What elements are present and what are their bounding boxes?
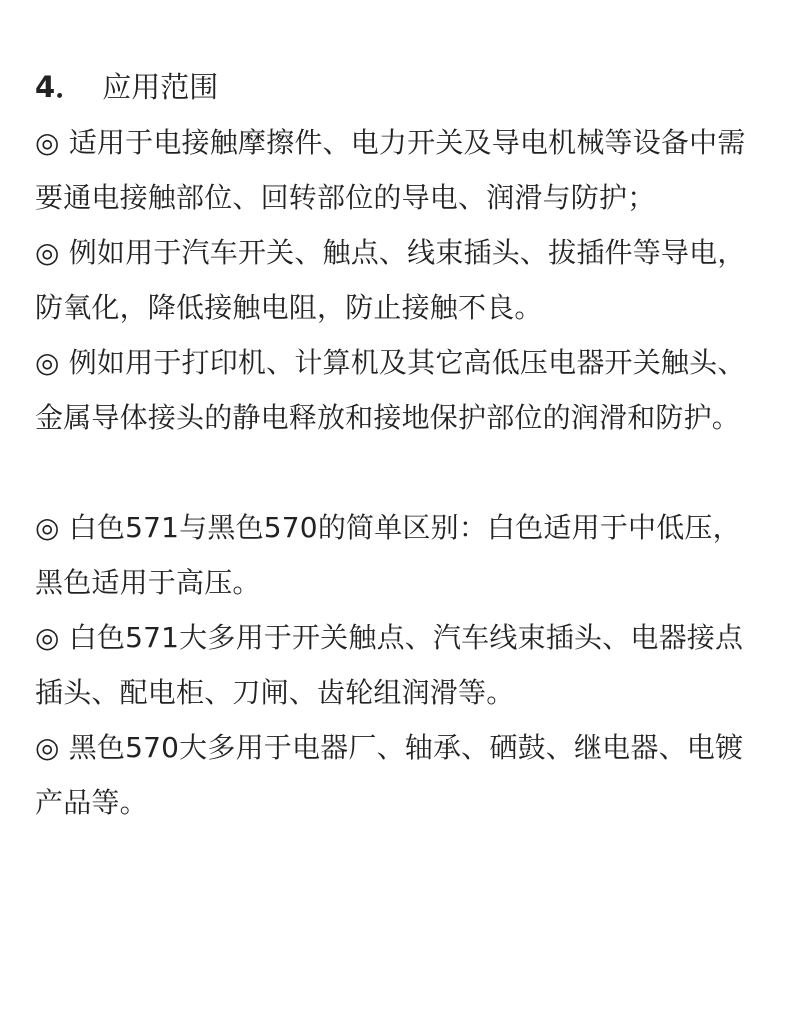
- section-number: 4．: [35, 70, 85, 104]
- difference-paragraph: ◎ 白色571与黑色570的简单区别：白色适用于中低压，黑色适用于高压。: [35, 511, 741, 599]
- usage-paragraph-white: ◎ 白色571大多用于开关触点、汽车线束插头、电器接点插头、配电柜、刀闸、齿轮组润滑等。: [35, 621, 744, 709]
- application-paragraph: ◎ 例如用于打印机、计算机及其它高低压电器开关触头、金属导体接头的静电释放和接地保护部位的润滑和防护。: [35, 346, 746, 434]
- application-paragraph: ◎ 适用于电接触摩擦件、电力开关及导电机械等设备中需要通电接触部位、回转部位的导电、润滑与防护；: [35, 126, 746, 214]
- section-heading: [35, 60, 750, 115]
- usage-paragraph-black: ◎ 黑色570大多用于电器厂、轴承、硒鼓、继电器、电镀产品等。: [35, 731, 744, 819]
- section-title: 应用范围: [102, 70, 219, 104]
- paragraph-spacer: [35, 445, 750, 500]
- application-paragraph: ◎ 例如用于汽车开关、触点、线束插头、拔插件等导电，防氧化，降低接触电阻，防止接触不良。: [35, 236, 746, 324]
